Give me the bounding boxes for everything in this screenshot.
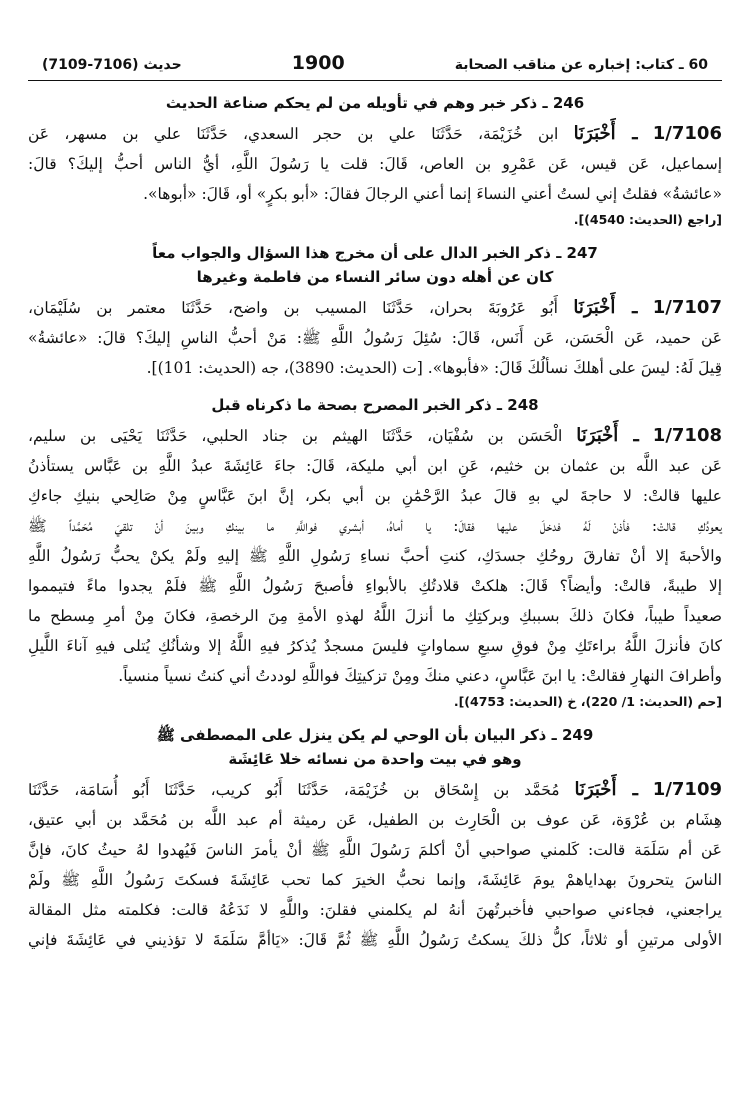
hadith-line [28,119,722,149]
akhbarana-label: ـ أَخْبَرَنَا [574,779,638,800]
hadith-block [28,119,722,231]
hadith-line [28,293,722,323]
section-248 [28,393,722,713]
hadith-text: الْحَسَن بن سُفْيَان، حَدَّثَنَا الهيثم بن جناد الحلبي، حَدَّثَنَا يَحْيَى بن سليم، [28,427,563,445]
heading-line: وهو في بيت واحدة من نسائه خلا عَائِشَة [228,750,522,768]
heading-line: 247 ـ ذكر الخبر الدال على أن مخرج هذا السؤال والجواب معاً [152,244,598,262]
heading-line: 248 ـ ذكر الخبر المصرح بصحة ما ذكرناه قبل [211,396,539,414]
hadith-line: عَن حميد، عَن الْحَسَن، عَن أَنَس، قَالَ: سُئِلَ رَسُولُ اللَّهِ ﷺ: مَنْ أحبُّ الناسِ إليكَ؟ قالَ: «عائشةُ» [28,329,722,347]
hadith-line: الناسَ يتحرونَ بهداياهمْ يومَ عَائِشَةَ، وإنما نحبُّ الخيرَ كما تحب عَائِشَةَ فسكتَ رَسُولُ اللَّهِ ﷺ ولَمْ [28,871,722,889]
hadith-line [28,421,722,451]
akhbarana-label: ـ أَخْبَرَنَا [576,425,639,446]
heading-line: 246 ـ ذكر خبر وهم في تأويله من لم يحكم صناعة الحديث [165,94,585,112]
hadith-number: 1/7108 [652,425,722,446]
hadith-text: أَبُو عَرُوبَةَ بحران، حَدَّثَنَا المسيب بن واضح، حَدَّثَنَا معتمر بن سُلَيْمَان، [28,299,558,317]
hadith-line: عَن أم سَلَمَة قالت: كَلمني صواحبي أنْ أكلمَ رَسُولَ اللَّهِ ﷺ أنْ يأمرَ الناسَ فَيُهدوا لهُ حيثُ كانَ، فإنَّ [28,841,722,859]
reference-note: [راجع (الحديث: 4540)]. [573,212,722,227]
hadith-block [28,421,722,713]
hadith-block [28,775,722,955]
hadith-line: عليها قالتْ: لا حاجةَ لي بهِ قالَ عبدُ الرَّحْمَٰنِ بن أبي بكر، إنَّ ابنَ عَبَّاسٍ مِنْ صَالِحي بنيكِ جاءكِ [28,487,722,505]
reference-note: [حم (الحديث: 1/ 220)، خ (الحديث: 4753)]. [453,694,722,709]
heading-line: كان عن أهله دون سائر النساء من فاطمة وغيرها [196,268,554,286]
hadith-line: يراجعني، فجاءني صواحبي فأخبرتُهنَ أنهُ لم يكلمني فقلنَ: واللَّهِ لا نَدَعُهُ قالت: فكلمته مثل المقالة [28,901,722,919]
akhbarana-label: ـ أَخْبَرَنَا [573,123,638,144]
hadith-line [28,775,722,805]
section-249 [28,723,722,955]
page-number: 1900 [291,52,345,74]
running-header [28,52,722,81]
section-heading [28,393,722,417]
section-heading [28,723,722,771]
hadith-text: ابن خُزَيْمَة، حَدَّثَنَا علي بن حجر السعدي، حَدَّثَنَا علي بن مسهر، عَن [28,125,559,143]
heading-line: 249 ـ ذكر البيان بأن الوحي لم يكن ينزل على المصطفى ﷺ [156,726,594,744]
section-246 [28,91,722,231]
hadith-block [28,293,722,383]
hadith-line: والأحبةَ إلا أنْ تفارقَ روحُكِ جسدَكِ، كنتِ أحبَّ نساءِ رَسُولِ اللَّهِ ﷺ إليهِ ولَمْ يكنْ يحبُّ رَسُولُ اللَّهِ [28,547,722,565]
hadith-line: «عائشةُ» فقلتُ إني لستُ أعني النساءَ إنما أعني الرجالَ فقالَ: «أبو بكرٍ» أو، قَالَ: «أبوها». [143,185,722,203]
hadith-line: إلا طيبةً، قالتْ: وأيضاً؟ قَالَ: هلكتْ قلادتُكِ بالأبواءِ فأصبحَ رَسُولُ اللَّهِ ﷺ فلَمْ يجدوا ماءً فتيمموا [28,577,722,595]
hadith-line: يعودُكِ قالتْ: فأذنْ لَهُ فدخلَ عليها فقالَ: يا أماهُ، أبشري فواللَّهِ ما بينكِ وبينَ أنْ تلقيَ مُحَمَّداً ﷺ [28,517,722,535]
hadith-number: 1/7106 [652,123,722,144]
hadith-text: مُحَمَّد بن إِسْحَاق بن خُزَيْمَة، حَدَّثَنَا أَبُو كريب، حَدَّثَنَا أَبُو أُسَامَة، حَدَّثَنَا [28,781,560,799]
hadith-line: عَن عبد اللَّه بن عثمان بن خثيم، عَنِ ابن أبي مليكة، قَالَ: جاءَ عَائِشَةَ عبدُ اللَّهِ بن عَبَّاس يستأذنُ [28,457,722,475]
akhbarana-label: ـ أَخْبَرَنَا [573,297,638,318]
hadith-line: وأطرافَ النهارِ فقالتْ: يا ابنَ عَبَّاسٍ، دعني منكَ ومِنْ تزكيتِكَ فواللَّهِ لوددتُ أني كنتُ نسياً منسياً. [118,667,722,685]
section-247 [28,241,722,383]
section-heading [28,241,722,289]
hadith-line: صعيداً طيباً، فكانَ ذلكَ بسببكِ وبركتِكِ ما أنزلَ اللَّهُ لهذهِ الأمةِ مِنَ الرخصةِ، فكانَ مِنْ أمرِ مِسطح ما [28,607,722,625]
hadith-number: 1/7109 [652,779,722,800]
hadith-line: هِشَام بن عُرْوَة، عَن عوف بن الْحَارِث بن الطفيل، عَن رميثة أم عبد اللَّه بن مُحَمَّد بن أبي عتيق، [28,811,722,829]
hadith-line: الأولى مرتينِ أو ثلاثاً، كلُّ ذلكَ يسكتُ رَسُولُ اللَّهِ ﷺ ثُمَّ قَالَ: «يَاأمَّ سَلَمَةَ لا تؤذيني في عَائِشَةَ فإني [28,931,722,949]
header-hadith-range: حديث (7106-7109) [42,57,182,73]
hadith-line: قِيلَ لَهُ: ليسَ على أهلكَ نسألُكَ قَالَ: «فأبوها». [ت (الحديث: 3890)، جه (الحديث: 101)]. [146,359,722,377]
hadith-line: كانَ فأنزلَ اللَّهُ براءتَكِ مِنْ فوقِ سبعِ سماواتٍ فليسَ مسجدٌ يُذكرُ فيهِ اللَّهُ إلا وشأنُكِ يُتلى فيهِ آناءَ اللَّيلِ [28,637,722,655]
header-chapter-title: 60 ـ كتاب: إخباره عن مناقب الصحابة [454,57,708,73]
hadith-line: إسماعيل، عَن قيس، عَن عَمْرِو بن العاص، قَالَ: قلت يا رَسُولَ اللَّهِ، أيُّ الناس أحبُّ إليكَ؟ قالَ: [28,155,722,173]
hadith-number: 1/7107 [652,297,722,318]
section-heading [28,91,722,115]
